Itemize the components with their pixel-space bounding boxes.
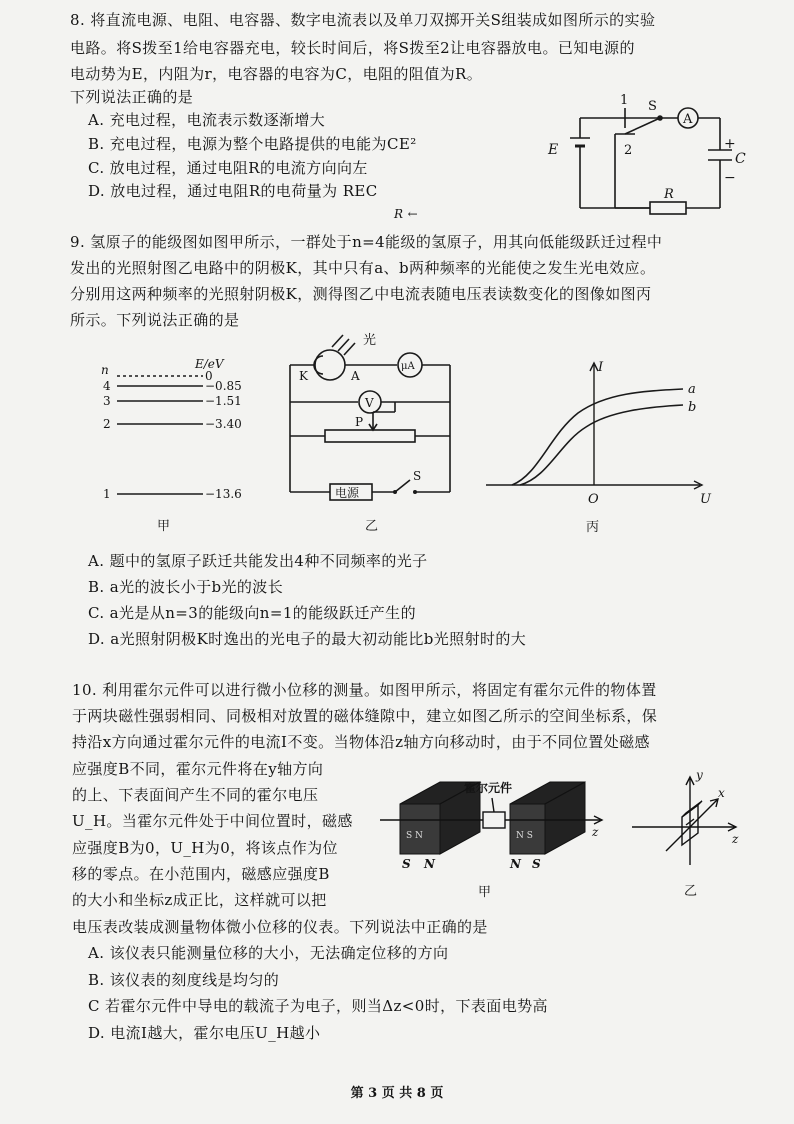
q9-line-2: 发出的光照射图乙电路中的阴极K，其中只有a、b两种频率的光能使之发生光电效应。 xyxy=(70,259,656,277)
q10-line-8: 移的零点。在小范围内，磁感应强度B xyxy=(72,865,330,883)
q8-fig-plus: + xyxy=(724,136,736,152)
q8-option-a: A. 充电过程，电流表示数逐渐增大 xyxy=(88,111,326,129)
q10-fig-magnet-1-n: N xyxy=(424,857,435,871)
q8-fig-minus: − xyxy=(724,170,736,186)
q9-option-d: D. a光照射阴极K时逸出的光电子的最大初动能比b光照射时的大 xyxy=(88,630,527,648)
q9-level-1-label: 1 xyxy=(103,487,111,501)
q9-fig-bing-caption: 丙 xyxy=(586,520,600,535)
q9-level-n-label: n xyxy=(101,363,109,377)
q8-fig-contact-1: 1 xyxy=(620,93,629,108)
q9-level-4-label: 4 xyxy=(103,379,111,393)
q9-fig-source-label: 电源 xyxy=(335,486,360,500)
q10-option-d: D. 电流I越大，霍尔电压U_H越小 xyxy=(88,1024,321,1042)
q10-option-b: B. 该仪表的刻度线是均匀的 xyxy=(88,971,280,989)
q9-fig-yi-caption: 乙 xyxy=(365,519,379,534)
q8-line-3: 电动势为E，内阻为r，电容器的电容为C，电阻的阻值为R。 xyxy=(70,65,483,83)
q8-fig-emf-label: E xyxy=(548,142,559,158)
q9-fig-slider-label: P xyxy=(355,415,364,429)
q10-fig-magnet-2-s: S xyxy=(532,857,541,871)
q8-line-4: 下列说法正确的是 xyxy=(70,88,194,106)
q9-option-a: A. 题中的氢原子跃迁共能发出4种不同频率的光子 xyxy=(88,552,428,570)
q9-fig-cathode-label: K xyxy=(299,369,308,383)
q8-stray-mark: R ← xyxy=(394,207,419,221)
q9-line-3: 分别用这两种频率的光照射阴极K，测得图乙中电流表随电压表读数变化的图像如图丙 xyxy=(70,285,652,303)
q10-fig-magnet-1-face: S N xyxy=(406,831,423,841)
q10-fig-hall-element-label: 霍尔元件 xyxy=(464,781,513,795)
q10-line-9: 的大小和坐标z成正比，这样就可以把 xyxy=(72,891,327,909)
q9-fig-switch-label: S xyxy=(413,469,422,483)
q9-graph-xlabel: U xyxy=(700,492,711,507)
q9-level-1-energy: −13.6 xyxy=(205,487,242,501)
q10-magnets-figure xyxy=(380,768,605,903)
q8-fig-capacitor-label: C xyxy=(735,151,746,167)
q10-fig-x-axis: x xyxy=(718,786,725,800)
q10-line-4: 应强度B不同，霍尔元件将在y轴方向 xyxy=(72,760,324,778)
q9-fig-unit: E/eV xyxy=(195,357,224,371)
q8-option-d: D. 放电过程，通过电阻R的电荷量为 REC xyxy=(88,182,378,200)
q9-level-2-energy: −3.40 xyxy=(205,417,242,431)
q10-line-1: 10. 利用霍尔元件可以进行微小位移的测量。如图甲所示，将固定有霍尔元件的物体置 xyxy=(72,681,657,699)
q10-fig-magnet-1-s: S xyxy=(402,857,411,871)
q8-circuit-figure xyxy=(540,88,770,223)
q10-fig-y-axis: y xyxy=(696,768,703,782)
q9-graph-origin: O xyxy=(588,492,599,507)
q10-line-10: 电压表改装成测量物体微小位移的仪表。下列说法中正确的是 xyxy=(72,918,488,936)
q9-energy-level-diagram xyxy=(95,352,275,542)
q9-photoelectric-circuit xyxy=(285,330,460,545)
q10-line-7: 应强度B为0，U_H为0，将该点作为位 xyxy=(72,839,338,857)
q9-graph-curve-b-label: b xyxy=(688,400,697,415)
q8-fig-switch-s: S xyxy=(648,99,657,114)
q8-line-1: 8. 将直流电源、电阻、电容器、数字电流表以及单刀双掷开关S组装成如图所示的实验 xyxy=(70,11,656,29)
q8-fig-contact-2: 2 xyxy=(624,143,633,158)
q9-option-c: C. a光是从n=3的能级向n=1的能级跃迁产生的 xyxy=(88,604,416,622)
q9-fig-jia-caption: 甲 xyxy=(157,519,171,534)
q10-fig-magnet-2-face: N S xyxy=(516,831,533,841)
q10-line-2: 于两块磁性强弱相同、同极相对放置的磁体缝隙中，建立如图乙所示的空间坐标系，保 xyxy=(72,707,658,725)
q9-fig-voltmeter-label: V xyxy=(365,396,374,410)
q8-option-c: C. 放电过程，通过电阻R的电流方向向左 xyxy=(88,159,368,177)
q9-graph-ylabel: I xyxy=(598,360,604,375)
q10-fig-z-axis: z xyxy=(732,832,739,846)
q10-option-a: A. 该仪表只能测量位移的大小，无法确定位移的方向 xyxy=(88,944,449,962)
q10-fig-z-label: z xyxy=(592,825,599,839)
q9-fig-anode-label: A xyxy=(351,369,360,383)
q10-coordinate-figure xyxy=(628,765,748,905)
q8-fig-resistor-label: R xyxy=(664,187,674,202)
q8-fig-ammeter-label: A xyxy=(683,112,693,127)
page-footer: 第 3 页 共 8 页 xyxy=(350,1086,444,1101)
q9-level-3-label: 3 xyxy=(103,394,111,408)
q9-level-n-energy: 0 xyxy=(205,369,213,383)
q8-line-2: 电路。将S拨至1给电容器充电，较长时间后，将S拨至2让电容器放电。已知电源的 xyxy=(70,39,635,57)
q9-iu-graph xyxy=(478,345,718,540)
q9-level-3-energy: −1.51 xyxy=(205,394,242,408)
q9-line-1: 9. 氢原子的能级图如图甲所示，一群处于n=4能级的氢原子，用其向低能级跃迁过程中 xyxy=(70,233,663,251)
q10-line-5: 的上、下表面间产生不同的霍尔电压 xyxy=(72,786,319,804)
q9-level-2-label: 2 xyxy=(103,417,111,431)
q9-level-4-energy: −0.85 xyxy=(205,379,242,393)
q10-fig-magnet-2-n: N xyxy=(510,857,521,871)
q9-line-4: 所示。下列说法正确的是 xyxy=(70,311,240,329)
q10-line-3: 持沿x方向通过霍尔元件的电流I不变。当物体沿z轴方向移动时，由于不同位置处磁感 xyxy=(72,733,650,751)
q9-option-b: B. a光的波长小于b光的波长 xyxy=(88,578,284,596)
q10-fig-yi-caption: 乙 xyxy=(684,884,698,899)
q8-option-b: B. 充电过程，电源为整个电路提供的电能为CE² xyxy=(88,135,417,153)
q9-graph-curve-a-label: a xyxy=(688,382,696,397)
q9-fig-light-label: 光 xyxy=(363,333,377,348)
q10-fig-jia-caption: 甲 xyxy=(478,885,492,900)
q10-option-c: C 若霍尔元件中导电的载流子为电子，则当Δz<0时，下表面电势高 xyxy=(88,997,548,1015)
q9-fig-microammeter-label: μA xyxy=(401,361,415,372)
q10-line-6: U_H。当霍尔元件处于中间位置时，磁感 xyxy=(72,812,353,830)
